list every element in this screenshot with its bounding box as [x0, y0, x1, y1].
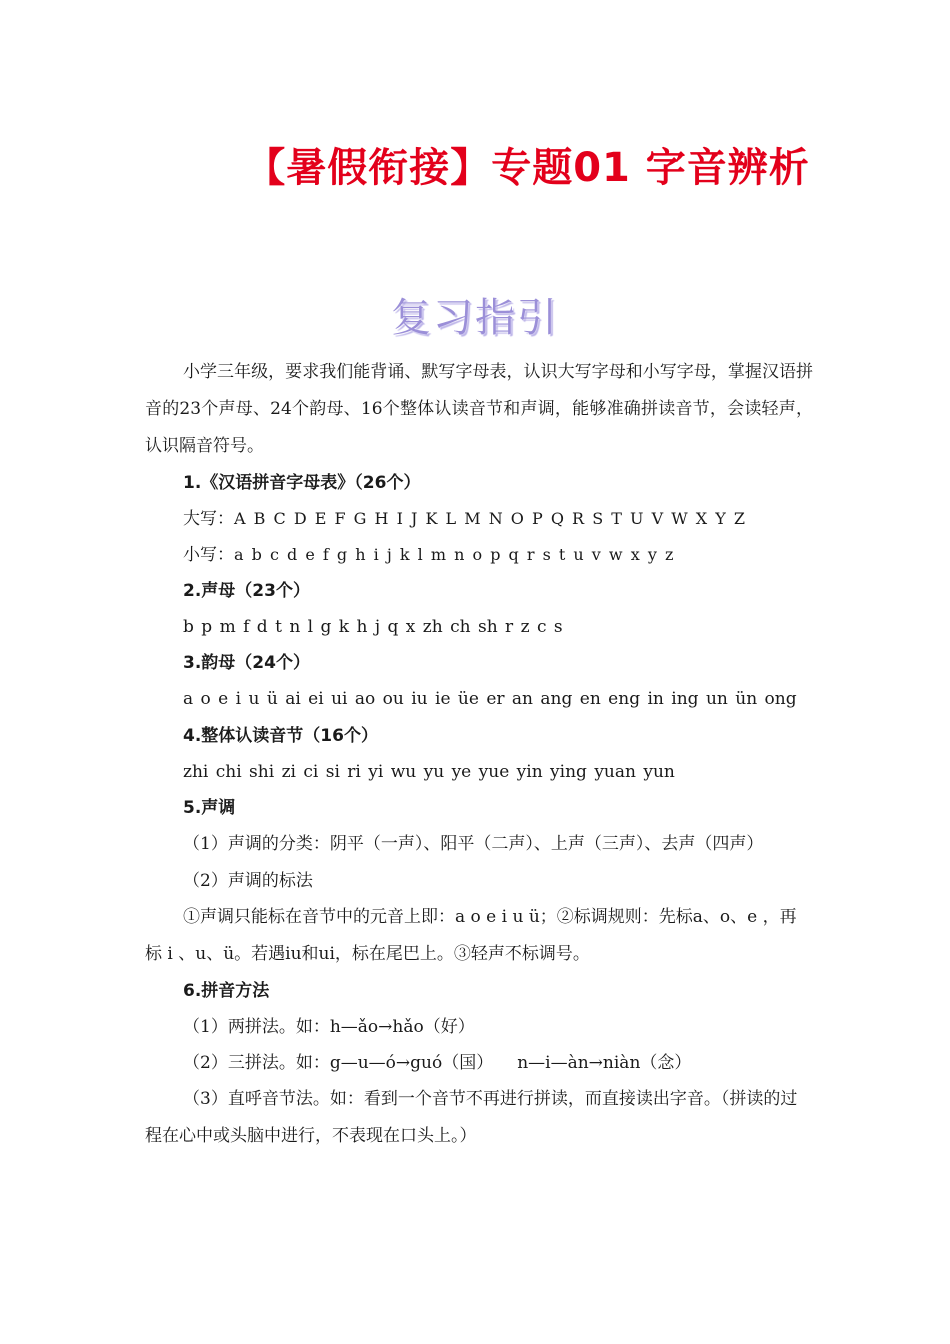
- intro-paragraph: 小学三年级，要求我们能背诵、默写字母表，认识大写字母和小写字母，掌握汉语拼音的23个声母、24个韵母、16个整体认读音节和声调，能够准确拼读音节，会读轻声，认识隔音符号。: [145, 362, 813, 456]
- document-body: [145, 354, 813, 1155]
- tones-marking-title: （2）声调的标法: [183, 871, 313, 891]
- uppercase-letters: A B C D E F G H I J K L M N O P Q R S T U V W X Y Z: [234, 509, 745, 528]
- syllables-list: zhi chi shi zi ci si ri yi wu yu ye yue yin ying yuan yun: [183, 762, 675, 782]
- tones-classification: （1）声调的分类：阴平（一声）、阳平（二声）、上声（三声）、去声（四声）: [183, 834, 764, 854]
- three-part-example-1: （2）三拼法。如：g—u—ó→guó（国）: [183, 1053, 494, 1073]
- lowercase-row: [145, 537, 813, 573]
- direct-reading: （3）直呼音节法。如：看到一个音节不再进行拼读，而直接读出字音。（拼读的过程在心中或头脑中进行，不表现在口头上。）: [145, 1089, 798, 1146]
- syllables-heading: 4.整体认读音节（16个）: [183, 726, 378, 746]
- three-part-spelling: [145, 1045, 813, 1081]
- three-part-example-2: n—i—àn→niàn（念）: [517, 1053, 692, 1073]
- finals-list: a o e i u ü ai ei ui ao ou iu ie üe er an ang en eng in ing un ün ong: [183, 689, 797, 709]
- section-subtitle: 复习指引: [391, 295, 559, 341]
- page-title: 【暑假衔接】专题01 字音辨析: [245, 145, 810, 191]
- lowercase-label: 小写：: [183, 545, 234, 565]
- spelling-heading: 6.拼音方法: [183, 981, 270, 1001]
- lowercase-letters: a b c d e f g h i j k l m n o p q r s t u v w x y z: [234, 545, 674, 564]
- tones-marking-rules: ①声调只能标在音节中的元音上即：a o e i u ü；②标调规则：先标a、o、e ，再标 i 、u、ü。若遇iu和ui，标在尾巴上。③轻声不标调号。: [145, 907, 797, 964]
- tones-heading: 5.声调: [183, 798, 236, 818]
- initials-heading: 2.声母（23个）: [183, 581, 310, 601]
- finals-heading: 3.韵母（24个）: [183, 653, 310, 673]
- initials-list: b p m f d t n l g k h j q x zh ch sh r z c s: [183, 617, 563, 637]
- alphabet-heading: 1.《汉语拼音字母表》（26个）: [183, 473, 421, 493]
- two-part-spelling: （1）两拼法。如：h—ǎo→hǎo（好）: [183, 1017, 475, 1037]
- uppercase-row: [145, 501, 813, 537]
- uppercase-label: 大写：: [183, 509, 234, 529]
